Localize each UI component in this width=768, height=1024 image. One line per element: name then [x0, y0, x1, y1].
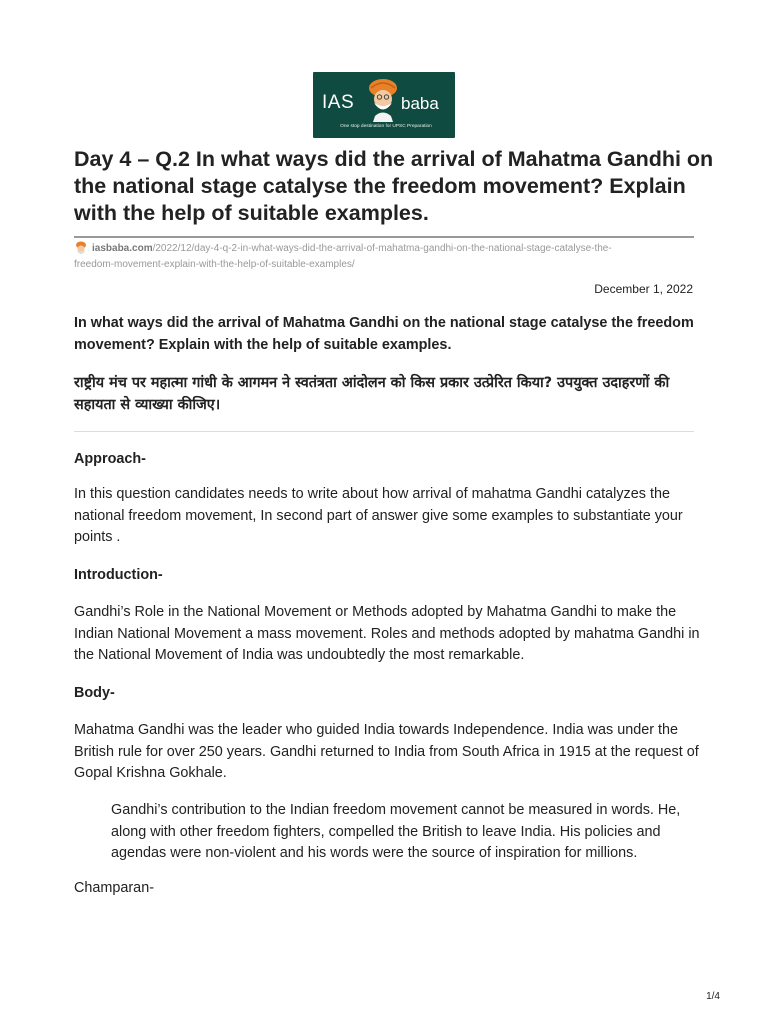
logo-ias-text: IAS: [322, 92, 355, 113]
source-link[interactable]: [92, 241, 702, 257]
title-divider: [74, 236, 694, 238]
source-path-line1[interactable]: /2022/12/day-4-q-2-in-what-ways-did-the-arrival-of-mahatma-gandhi-on-the-national-stage-catalyse-the-: [152, 243, 612, 254]
baba-mascot-icon: [363, 76, 403, 122]
introduction-heading: Introduction-: [74, 567, 163, 583]
source-path-line2[interactable]: freedom-movement-explain-with-the-help-of-suitable-examples/: [74, 259, 355, 270]
source-favicon-icon: [74, 241, 88, 256]
page-number: 1/4: [706, 991, 720, 1002]
logo-baba-text: baba: [401, 94, 439, 113]
publish-date: December 1, 2022: [594, 282, 693, 296]
question-hindi: राष्ट्रीय मंच पर महात्मा गांधी के आगमन ने स्वतंत्रता आंदोलन को किस प्रकार उत्प्रेरित किया? उपयुक्त उदाहरणों की सहायता से व्याख्या कीजिए।: [74, 375, 670, 413]
champaran-heading: Champaran-: [74, 880, 154, 896]
iasbaba-logo: [313, 72, 455, 138]
source-domain[interactable]: iasbaba.com: [92, 243, 153, 254]
blockquote-text: Gandhi’s contribution to the Indian freedom movement cannot be measured in words. He, along with other freedom fighters, compelled the British to leave India. His policies and agendas were non-violent and his words were the source of inspiration for millions.: [111, 802, 681, 861]
approach-heading: Approach-: [74, 451, 146, 467]
question-english: In what ways did the arrival of Mahatma Gandhi on the national stage catalyse the freedom movement? Explain with the help of suitable examples.: [74, 315, 694, 353]
logo-tagline: One stop destination for UPSC Preparation: [340, 124, 432, 129]
section-divider: [74, 431, 694, 432]
introduction-text: Gandhi’s Role in the National Movement or Methods adopted by Mahatma Gandhi to make the Indian National Movement a mass movement. Roles and methods adopted by mahatma Gandhi in the National Movement of India was undoubtedly the most remarkable.: [74, 604, 700, 663]
body-heading: Body-: [74, 685, 115, 701]
article-title: Day 4 – Q.2 In what ways did the arrival of Mahatma Gandhi on the national stage catalyse the freedom movement? Explain with the help of suitable examples.: [74, 147, 714, 225]
body-text: Mahatma Gandhi was the leader who guided India towards Independence. India was under the British rule for over 250 years. Gandhi returned to India from South Africa in 1915 at the request of Gopal Krishna Gokhale.: [74, 722, 699, 781]
approach-text: In this question candidates needs to write about how arrival of mahatma Gandhi catalyzes the national freedom movement, In second part of answer give some examples to substantiate your points .: [74, 486, 683, 545]
